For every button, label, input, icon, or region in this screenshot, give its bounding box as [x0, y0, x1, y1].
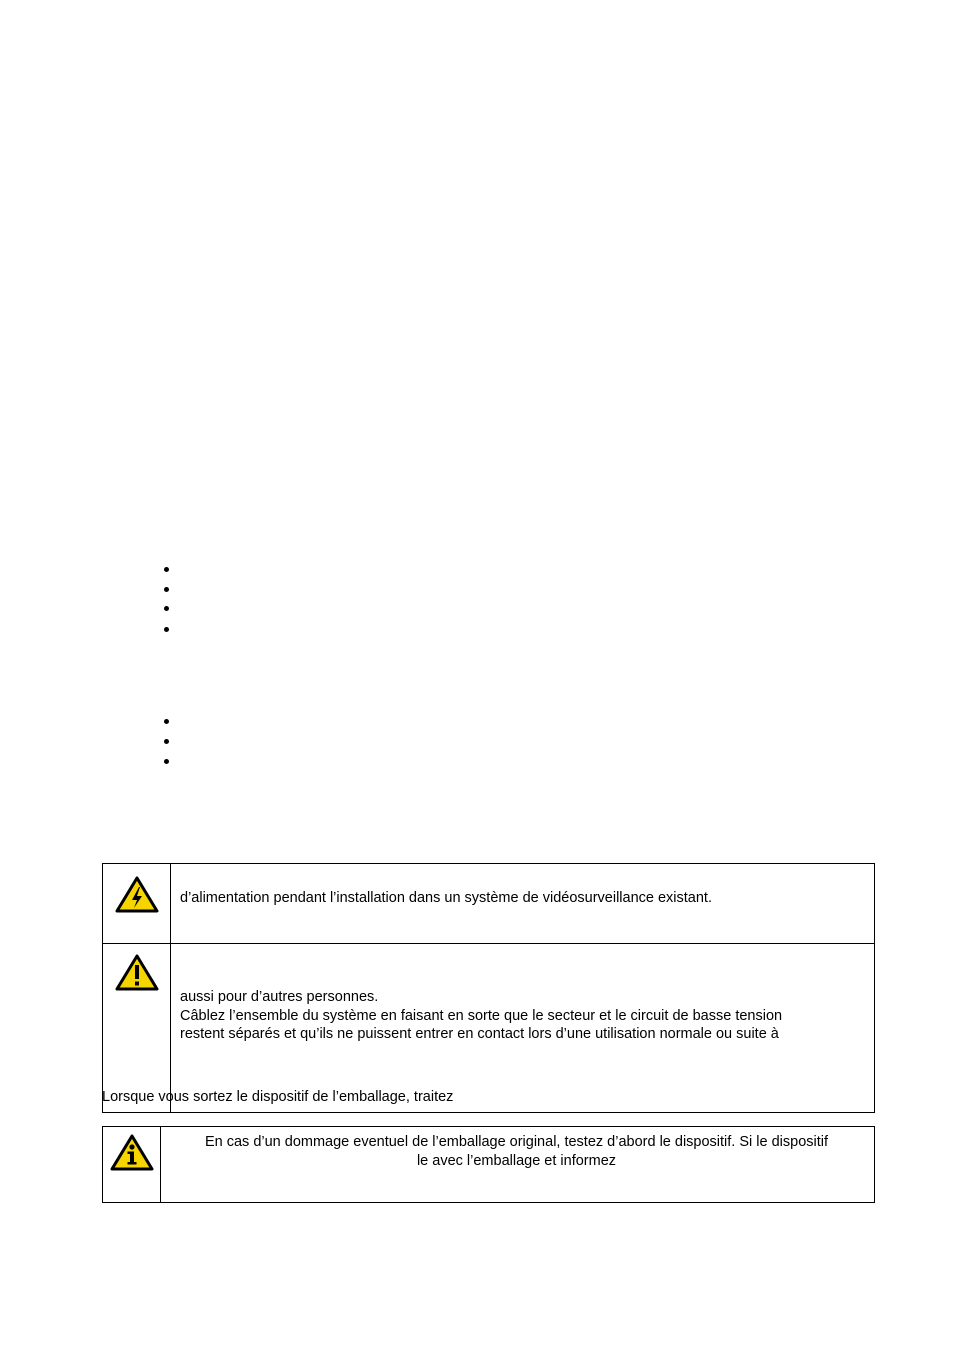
info-icon: [110, 1134, 154, 1172]
notice-line: restent séparés et qu’ils ne puissent entrer en contact lors d’une utilisation normale ou suite à: [180, 1026, 779, 1042]
notice-line: Câblez l’ensemble du système en faisant en sorte que le secteur et le circuit de basse tension: [180, 1007, 783, 1024]
unpacking-paragraph: Lorsque vous sortez le dispositif de l’emballage, traitez: [102, 1089, 454, 1105]
safety-notice-table: [102, 863, 875, 1113]
info-icon-cell: [103, 1127, 161, 1203]
notice-line: aussi pour d’autres personnes.: [180, 989, 379, 1005]
notice-line: En cas d’un dommage eventuel de l’emballage original, testez d’abord le dispositif. Si le dispositif: [204, 1134, 829, 1150]
info-notice-text: [161, 1127, 875, 1203]
exclamation-warning-icon: [115, 954, 159, 992]
notice-line: d’alimentation pendant l’installation dans un système de vidéosurveillance existant.: [180, 890, 712, 906]
voltage-icon-cell: [103, 864, 171, 944]
notice-line: le avec l’emballage et informez: [416, 1152, 617, 1169]
voltage-notice-text: [171, 864, 875, 944]
high-voltage-warning-icon: [115, 876, 159, 914]
info-notice-table: [102, 1126, 875, 1203]
